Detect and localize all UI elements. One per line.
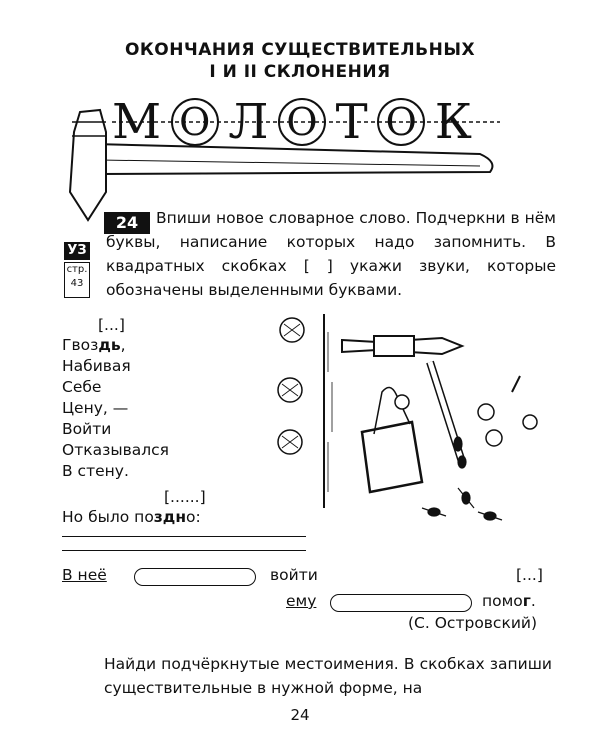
bottom-instructions: Найди подчёркнутые местоимения. В скобках запиши существительные в нужной форме, на — [104, 655, 552, 697]
answer-pill-2[interactable] — [330, 594, 472, 612]
task-text: Впиши новое словарное слово. Подчеркни в нём буквы, написание которых надо запомнить. В квадратных скобках [ ] укажи звуки, которые обозначены выделенными буквами. — [106, 209, 556, 299]
fill-text: помо — [482, 592, 523, 610]
fill-text: . — [530, 592, 536, 610]
task-number: 24 — [104, 212, 150, 234]
vocab-letter: М — [112, 94, 162, 150]
bracket-2: [......] — [164, 488, 206, 506]
page-title-line1: ОКОНЧАНИЯ СУЩЕСТВИТЕЛЬНЫХ — [124, 40, 476, 60]
vocab-letter: О — [377, 98, 425, 146]
poem-line-8 — [62, 508, 201, 526]
vocab-letter: Л — [228, 94, 269, 150]
poem-line-6: Отказывался — [62, 441, 169, 459]
ants-illustration — [262, 312, 552, 532]
vocab-letter: Т — [335, 94, 368, 150]
reference-page — [64, 262, 90, 298]
poem-text: , — [120, 336, 126, 354]
page-title-line2: I И II СКЛОНЕНИЯ — [209, 62, 391, 82]
bracket-1: [...] — [98, 316, 125, 334]
task-instructions — [106, 206, 556, 302]
poem-line-7: В стену. — [62, 462, 129, 480]
reference-page-number: 43 — [70, 278, 84, 289]
poem-line-4: Цену, — — [62, 399, 129, 417]
poem-text: Гвоз — [62, 336, 99, 354]
vocab-word — [112, 92, 472, 152]
poem-text: о: — [186, 508, 201, 526]
fill-bold: г — [522, 592, 531, 610]
vocab-letter: К — [434, 94, 472, 150]
vocab-letter: О — [171, 98, 219, 146]
vocab-letter: О — [278, 98, 326, 146]
bracket-3: [...] — [516, 566, 543, 584]
answer-line[interactable] — [62, 536, 306, 537]
poem-bold: дь — [98, 336, 121, 354]
answer-pill-1[interactable] — [134, 568, 256, 586]
poem-line-5: Войти — [62, 420, 112, 438]
pronoun-2 — [286, 592, 316, 610]
reference-page-label: стр. — [66, 264, 88, 275]
poem-bold: здн — [153, 508, 187, 526]
poem-line-3: Себе — [62, 378, 102, 396]
pronoun-1 — [62, 566, 107, 584]
author: (С. Островский) — [408, 614, 538, 632]
poem-line-1 — [62, 336, 126, 354]
poem-line-2: Набивая — [62, 357, 131, 375]
underlined-pronoun: ему — [286, 592, 317, 610]
page-number: 24 — [290, 706, 310, 724]
fill-word-1: войти — [270, 566, 318, 584]
underlined-pronoun: В неё — [62, 566, 107, 584]
answer-line[interactable] — [62, 550, 306, 551]
poem-text: Но было по — [62, 508, 154, 526]
reference-badge: УЗ — [64, 242, 90, 260]
fill-word-2 — [482, 592, 536, 610]
